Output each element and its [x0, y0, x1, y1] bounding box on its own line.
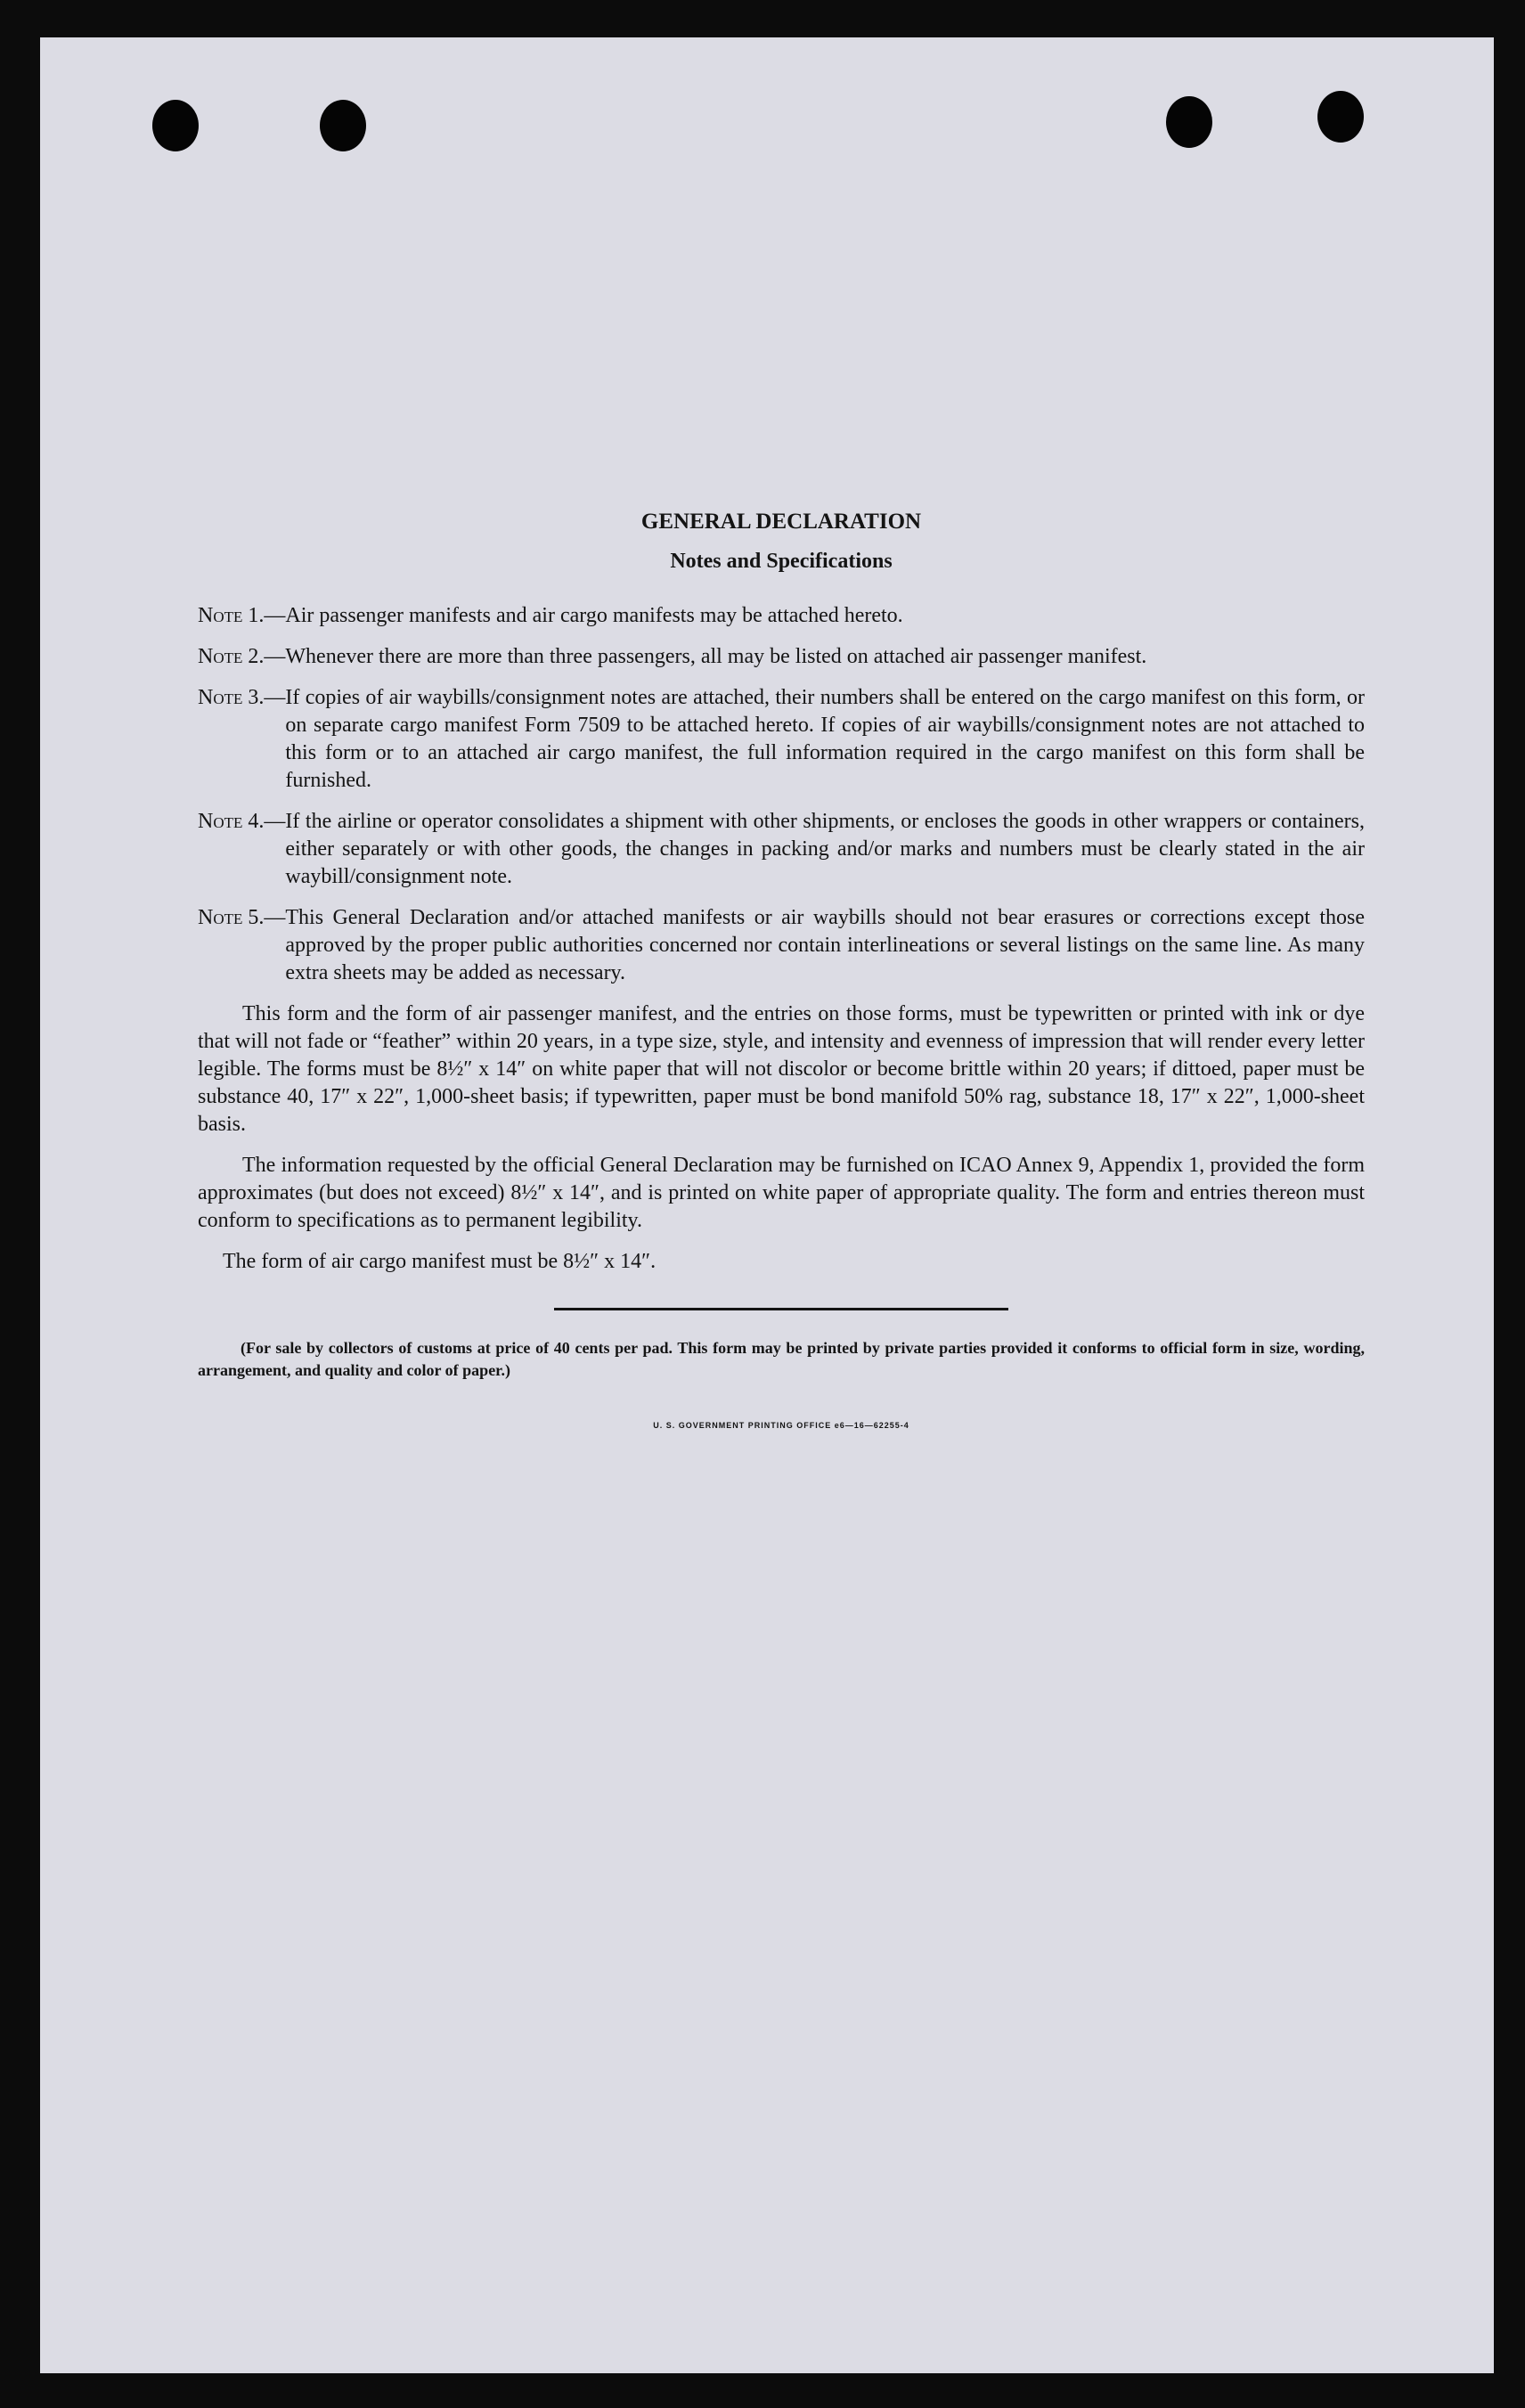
printing-office-line: U. S. GOVERNMENT PRINTING OFFICE e6—16—62255-4	[653, 1421, 909, 1430]
note-label	[198, 684, 285, 795]
note-label-word: Note	[198, 604, 243, 627]
notes-content	[198, 508, 1365, 1440]
punch-hole	[152, 100, 199, 151]
note-label	[198, 904, 285, 987]
notes-list	[198, 602, 1365, 987]
note-text: If copies of air waybills/consignment notes are attached, their numbers shall be entered on the cargo manifest on this form, or on separate cargo manifest Form 7509 to be attached hereto. If copies of air waybills/consignment notes are not attached to this form or to an attached air cargo manifest, the full information required in the cargo manifest on this form shall be furnished.	[285, 686, 1365, 792]
note-label-number: 5.—	[242, 906, 286, 929]
note-label-number: 3.—	[242, 686, 286, 709]
note-text: Whenever there are more than three passengers, all may be listed on attached air passenger manifest.	[285, 645, 1147, 668]
sale-notice: (For sale by collectors of customs at price of 40 cents per pad. This form may be printed by private parties provided it conforms to official form in size, wording, arrangement, and quality and color of paper.)	[198, 1339, 1365, 1379]
note-label	[198, 602, 285, 630]
note-3	[198, 684, 1365, 795]
document-title: GENERAL DECLARATION	[640, 510, 922, 534]
note-label-number: 1.—	[242, 604, 286, 627]
note-5	[198, 904, 1365, 987]
divider-rule	[554, 1308, 1008, 1310]
note-text: This General Declaration and/or attached manifests or air waybills should not bear erasures or corrections except those approved by the proper public authorities concerned nor contain interlineations or several listings on the same line. As many extra sheets may be added as necessary.	[285, 906, 1365, 984]
note-label-word: Note	[198, 906, 243, 929]
note-label	[198, 643, 285, 671]
paragraph-icao: The information requested by the official General Declaration may be furnished on ICAO Annex 9, Appendix 1, provided the form approximates (but does not exceed) 8½″ x 14″, and is printed on white paper of appropriate quality. The form and entries thereon must conform to specifications as to permanent legibility.	[198, 1154, 1365, 1232]
note-text: Air passenger manifests and air cargo manifests may be attached hereto.	[285, 604, 903, 627]
punch-hole	[320, 100, 366, 151]
note-label	[198, 808, 285, 891]
note-4	[198, 808, 1365, 891]
paragraph-form-requirements: This form and the form of air passenger manifest, and the entries on those forms, must be typewritten or printed with ink or dye that will not fade or “feather” within 20 years, in a type size, style, and intensity and evenness of impression that will render every letter legible. The forms must be 8½″ x 14″ on white paper that will not discolor or become brittle within 20 years; if dittoed, paper must be substance 40, 17″ x 22″, 1,000-sheet basis; if typewritten, paper must be bond manifold 50% rag, substance 18, 17″ x 22″, 1,000-sheet basis.	[198, 1002, 1365, 1136]
note-text: If the airline or operator consolidates a shipment with other shipments, or encloses the goods in other wrappers or containers, either separately or with other goods, the changes in packing and/or marks and numbers must be clearly stated in the air waybill/consignment note.	[285, 810, 1365, 888]
note-label-number: 4.—	[242, 810, 286, 833]
punch-hole	[1317, 91, 1364, 143]
punch-hole	[1166, 96, 1212, 148]
note-2	[198, 643, 1365, 671]
note-label-word: Note	[198, 645, 243, 668]
note-label-word: Note	[198, 686, 243, 709]
document-page	[40, 37, 1494, 2373]
note-1	[198, 602, 1365, 630]
note-label-number: 2.—	[242, 645, 286, 668]
document-subtitle: Notes and Specifications	[670, 550, 893, 573]
note-label-word: Note	[198, 810, 243, 833]
paragraph-cargo-manifest: The form of air cargo manifest must be 8½″ x 14″.	[223, 1250, 656, 1273]
